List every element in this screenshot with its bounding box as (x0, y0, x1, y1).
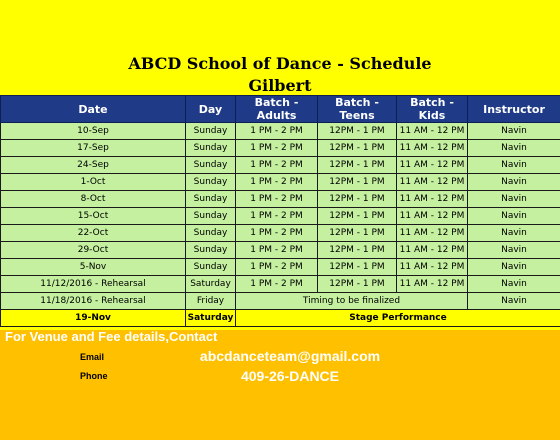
table-cell: 11 AM - 12 PM (397, 225, 468, 242)
schedule-table (0, 95, 560, 327)
table-cell: Navin (468, 242, 560, 259)
table-cell: Navin (468, 276, 560, 293)
table-row (1, 140, 560, 157)
table-cell: 1 PM - 2 PM (236, 259, 318, 276)
table-cell: 11 AM - 12 PM (397, 140, 468, 157)
table-row (1, 242, 560, 259)
table-row-timing-tbd (1, 293, 560, 310)
table-cell: Sunday (186, 208, 236, 225)
table-row-stage-performance (1, 310, 560, 327)
phone-number[interactable]: 409-26-DANCE (240, 368, 340, 384)
table-cell: Navin (468, 157, 560, 174)
table-cell: 11 AM - 12 PM (397, 259, 468, 276)
table-cell: 8-Oct (1, 191, 186, 208)
table-cell: Navin (468, 174, 560, 191)
table-cell: 12PM - 1 PM (318, 276, 397, 293)
table-cell: Sunday (186, 123, 236, 140)
table-cell: 12PM - 1 PM (318, 191, 397, 208)
table-cell: 5-Nov (1, 259, 186, 276)
table-cell: 12PM - 1 PM (318, 225, 397, 242)
table-cell: 1 PM - 2 PM (236, 157, 318, 174)
table-cell: 1 PM - 2 PM (236, 242, 318, 259)
column-header: Batch - Kids (397, 96, 468, 123)
table-row (1, 225, 560, 242)
table-cell: Sunday (186, 191, 236, 208)
table-cell: Navin (468, 259, 560, 276)
table-cell: 12PM - 1 PM (318, 208, 397, 225)
table-cell: 11 AM - 12 PM (397, 157, 468, 174)
table-cell: 15-Oct (1, 208, 186, 225)
table-cell: 1 PM - 2 PM (236, 208, 318, 225)
column-header: Batch - Adults (236, 96, 318, 123)
table-cell: Sunday (186, 242, 236, 259)
table-cell: 1 PM - 2 PM (236, 140, 318, 157)
phone-label: Phone (80, 371, 108, 381)
table-cell: 1 PM - 2 PM (236, 225, 318, 242)
table-cell: 12PM - 1 PM (318, 242, 397, 259)
table-header-row (1, 96, 560, 123)
location-subtitle: Gilbert (248, 76, 312, 95)
table-cell: 12PM - 1 PM (318, 123, 397, 140)
timing-note-cell: Timing to be finalized (236, 293, 468, 310)
table-cell: Sunday (186, 140, 236, 157)
table-row (1, 259, 560, 276)
table-cell: 10-Sep (1, 123, 186, 140)
table-cell: 17-Sep (1, 140, 186, 157)
table-cell: Navin (468, 208, 560, 225)
table-cell: 1 PM - 2 PM (236, 174, 318, 191)
table-cell: 12PM - 1 PM (318, 174, 397, 191)
table-cell: 11 AM - 12 PM (397, 123, 468, 140)
table-cell: Saturday (186, 276, 236, 293)
table-cell: 1-Oct (1, 174, 186, 191)
column-header: Batch - Teens (318, 96, 397, 123)
email-address[interactable]: abcdanceteam@gmail.com (199, 348, 381, 364)
table-cell: Saturday (186, 310, 236, 327)
table-cell: Navin (468, 191, 560, 208)
table-cell: 12PM - 1 PM (318, 140, 397, 157)
table-cell: 1 PM - 2 PM (236, 276, 318, 293)
column-header: Instructor (468, 96, 560, 123)
table-row (1, 276, 560, 293)
table-cell: 11 AM - 12 PM (397, 174, 468, 191)
table-cell: 11 AM - 12 PM (397, 242, 468, 259)
table-cell: 11/18/2016 - Rehearsal (1, 293, 186, 310)
email-label: Email (80, 352, 105, 362)
table-row (1, 157, 560, 174)
table-cell: 12PM - 1 PM (318, 157, 397, 174)
table-cell: Sunday (186, 157, 236, 174)
table-cell: 1 PM - 2 PM (236, 191, 318, 208)
table-cell: 24-Sep (1, 157, 186, 174)
table-cell: Sunday (186, 259, 236, 276)
table-cell: 12PM - 1 PM (318, 259, 397, 276)
table-cell: 11/12/2016 - Rehearsal (1, 276, 186, 293)
table-cell: Sunday (186, 225, 236, 242)
table-row (1, 174, 560, 191)
table-cell: Navin (468, 140, 560, 157)
table-cell: Navin (468, 123, 560, 140)
table-cell: Sunday (186, 174, 236, 191)
table-cell: Friday (186, 293, 236, 310)
table-body (1, 123, 560, 327)
table-cell: Navin (468, 225, 560, 242)
table-row (1, 208, 560, 225)
column-header: Day (186, 96, 236, 123)
table-cell: 11 AM - 12 PM (397, 208, 468, 225)
table-cell: 11 AM - 12 PM (397, 276, 468, 293)
table-cell: Navin (468, 293, 560, 310)
bottom-background (0, 330, 560, 440)
column-header: Date (1, 96, 186, 123)
table-cell: 22-Oct (1, 225, 186, 242)
table-cell: 11 AM - 12 PM (397, 191, 468, 208)
stage-performance-cell: Stage Performance (236, 310, 560, 327)
table-cell: 29-Oct (1, 242, 186, 259)
table-cell: 19-Nov (1, 310, 186, 327)
table-cell: 1 PM - 2 PM (236, 123, 318, 140)
contact-heading: For Venue and Fee details,Contact (5, 329, 218, 344)
table-row (1, 191, 560, 208)
table-row (1, 123, 560, 140)
page-title: ABCD School of Dance - Schedule (128, 54, 432, 73)
